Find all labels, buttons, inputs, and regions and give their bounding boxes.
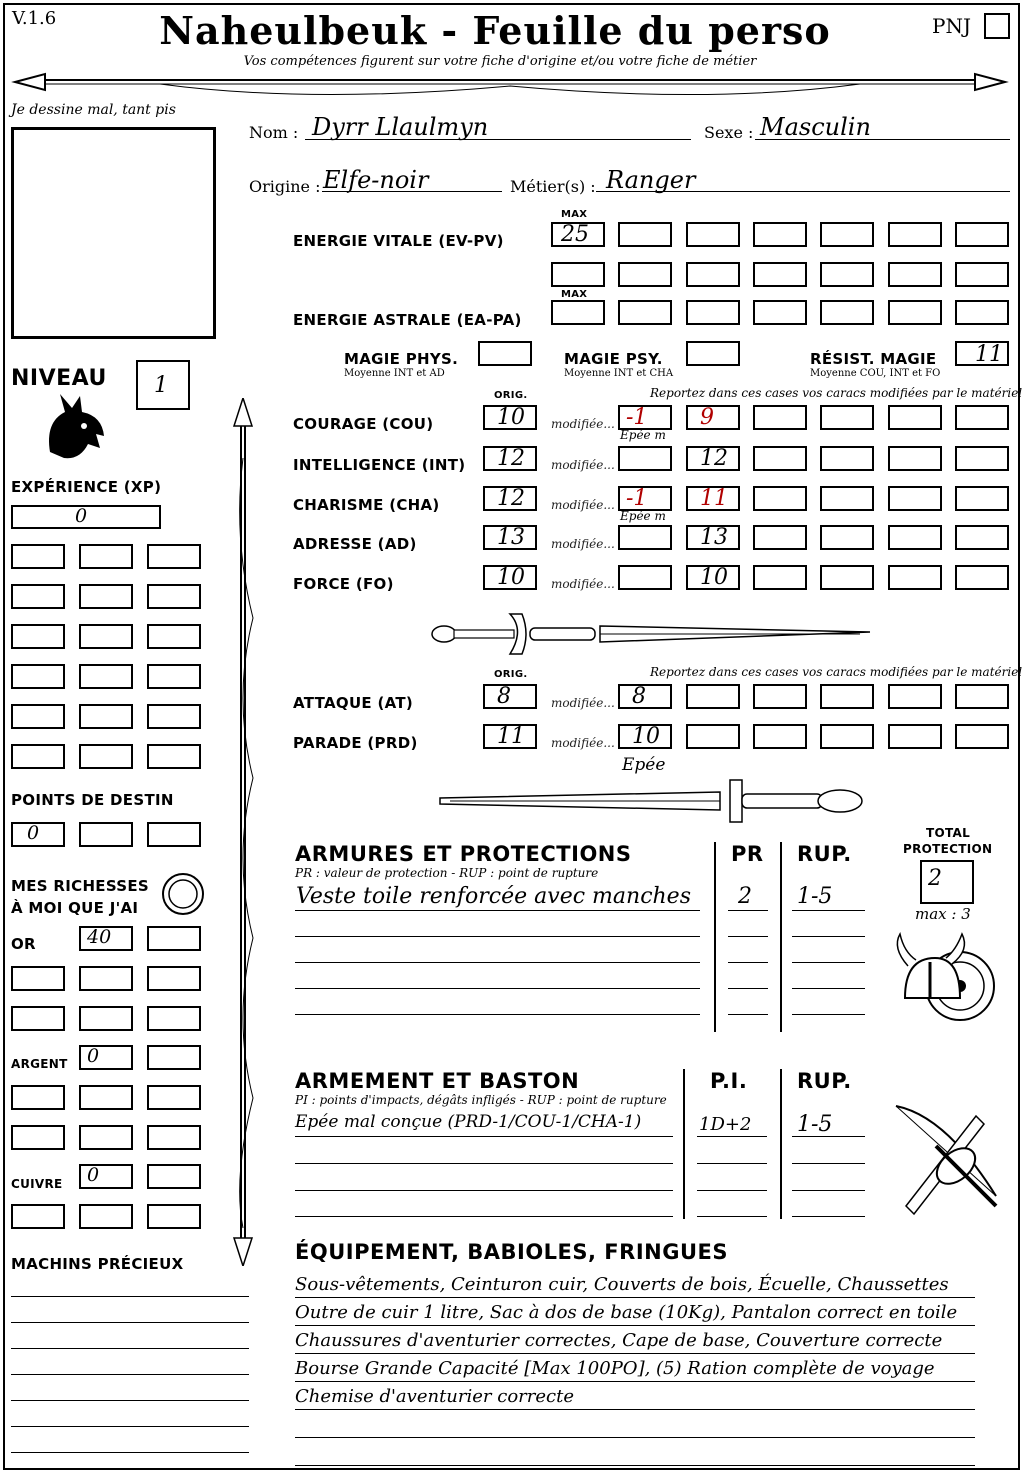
- xp-extra-box[interactable]: [147, 704, 201, 729]
- armor-pr[interactable]: 2: [738, 884, 752, 909]
- ea-box[interactable]: [551, 300, 605, 325]
- money-box[interactable]: [147, 966, 201, 991]
- stat-value-box[interactable]: 10: [686, 565, 740, 590]
- stats-report-note: Reportez dans ces cases vos caracs modifiées par le matériel: [650, 386, 1023, 400]
- weapon-pi-line[interactable]: [697, 1216, 767, 1217]
- ea-box[interactable]: [820, 300, 874, 325]
- stat-extra-box[interactable]: [955, 565, 1009, 590]
- ev-box[interactable]: [820, 222, 874, 247]
- stat-extra-box[interactable]: [888, 446, 942, 471]
- combat-value-box[interactable]: 8: [618, 684, 672, 709]
- stat-modif-box[interactable]: [618, 565, 672, 590]
- nom-field[interactable]: Dyrr Llaulmyn: [312, 113, 489, 141]
- destin-box[interactable]: [79, 822, 133, 847]
- ea-label: ENERGIE ASTRALE (EA-PA): [293, 311, 522, 329]
- money-box[interactable]: [11, 1006, 65, 1031]
- ev-box[interactable]: [551, 262, 605, 287]
- ea-box[interactable]: [888, 300, 942, 325]
- money-box[interactable]: [79, 1085, 133, 1110]
- stat-modif-label: modifiée...: [551, 577, 615, 591]
- richesses-label-2: À MOI QUE J'AI: [11, 899, 139, 917]
- ea-box[interactable]: [686, 300, 740, 325]
- ev-box[interactable]: [888, 262, 942, 287]
- resist-magie-note: Moyenne COU, INT et FO: [810, 368, 941, 379]
- origine-field[interactable]: Elfe-noir: [323, 166, 429, 194]
- total-protection-box[interactable]: 2: [920, 860, 974, 904]
- weapon-pi-line[interactable]: [697, 1163, 767, 1164]
- precieux-line[interactable]: [11, 1348, 249, 1349]
- stat-modif-note: Epée m: [620, 428, 666, 442]
- version-label: V.1.6: [12, 8, 57, 29]
- precieux-line[interactable]: [11, 1296, 249, 1297]
- stat-modif-label: modifiée...: [551, 537, 615, 551]
- weapons-rup-label: RUP.: [797, 1069, 852, 1093]
- stat-label: ADRESSE (AD): [293, 535, 417, 553]
- armor-pr-line[interactable]: [728, 1014, 768, 1015]
- equipment-line[interactable]: Sous-vêtements, Ceinturon cuir, Couverts de bois, Écuelle, Chaussettes: [295, 1272, 975, 1298]
- pnj-label: PNJ: [932, 14, 971, 38]
- origine-label: Origine :: [249, 177, 321, 196]
- or-label: OR: [11, 935, 36, 953]
- stat-extra-box[interactable]: [888, 486, 942, 511]
- xp-extra-box[interactable]: [79, 544, 133, 569]
- sword-icon: [430, 612, 880, 656]
- combat-label: ATTAQUE (AT): [293, 694, 414, 712]
- crossed-weapons-icon: [886, 1096, 1006, 1216]
- stat-extra-box[interactable]: [888, 405, 942, 430]
- destin-box[interactable]: [147, 822, 201, 847]
- sword-icon: [430, 778, 880, 824]
- precieux-line[interactable]: [11, 1426, 249, 1427]
- armor-rup-line[interactable]: [792, 1014, 865, 1015]
- xp-label: EXPÉRIENCE (XP): [11, 478, 162, 496]
- ev-box[interactable]: [888, 222, 942, 247]
- stat-value-box[interactable]: 13: [686, 525, 740, 550]
- richesses-label-1: MES RICHESSES: [11, 877, 150, 895]
- magie-psy-label: MAGIE PSY.: [564, 350, 663, 368]
- total-protection-label-1: TOTAL: [926, 826, 971, 840]
- spear-divider-icon: [10, 64, 1010, 104]
- precieux-line[interactable]: [11, 1374, 249, 1375]
- weapons-pi-label: P.I.: [710, 1069, 748, 1093]
- armor-note: PR : valeur de protection - RUP : point de rupture: [295, 866, 599, 880]
- ev-box[interactable]: [820, 262, 874, 287]
- equipment-line[interactable]: [295, 1440, 975, 1466]
- weapon-line[interactable]: [295, 1163, 673, 1164]
- sheet-title: Naheulbeuk - Feuille du perso: [159, 8, 831, 53]
- magie-psy-box[interactable]: [686, 341, 740, 366]
- money-box[interactable]: [11, 1085, 65, 1110]
- xp-extra-box[interactable]: [147, 584, 201, 609]
- ev-box[interactable]: [955, 262, 1009, 287]
- ea-box[interactable]: [618, 300, 672, 325]
- weapons-note: PI : points d'impacts, dégâts infligés - RUP : point de rupture: [295, 1093, 667, 1107]
- equipment-title: ÉQUIPEMENT, BABIOLES, FRINGUES: [295, 1240, 728, 1264]
- money-box[interactable]: [147, 1085, 201, 1110]
- resist-magie-box[interactable]: 11: [955, 341, 1009, 366]
- stat-extra-box[interactable]: [820, 565, 874, 590]
- magie-phys-box[interactable]: [478, 341, 532, 366]
- stat-orig-box[interactable]: 10: [483, 405, 537, 430]
- stat-extra-box[interactable]: [955, 405, 1009, 430]
- stat-extra-box[interactable]: [820, 486, 874, 511]
- stat-extra-box[interactable]: [820, 446, 874, 471]
- equipment-line[interactable]: Bourse Grande Capacité [Max 100PO], (5) Ration complète de voyage: [295, 1356, 975, 1382]
- armor-pr-line[interactable]: [728, 962, 768, 963]
- combat-extra-box[interactable]: [686, 684, 740, 709]
- weapon-line[interactable]: [295, 1216, 673, 1217]
- combat-orig-label: ORIG.: [494, 669, 528, 680]
- ev-box[interactable]: [955, 222, 1009, 247]
- stat-value-box[interactable]: 9: [686, 405, 740, 430]
- armor-item[interactable]: Veste toile renforcée avec manches: [296, 884, 691, 909]
- stat-label: INTELLIGENCE (INT): [293, 456, 466, 474]
- xp-extra-box[interactable]: [79, 744, 133, 769]
- armor-rup-line[interactable]: [792, 910, 865, 911]
- stat-orig-box[interactable]: 12: [483, 486, 537, 511]
- equipment-line[interactable]: Chemise d'aventurier correcte: [295, 1384, 975, 1410]
- weapon-line[interactable]: [295, 1190, 673, 1191]
- combat-modif-label: modifiée...: [551, 696, 615, 710]
- armor-line[interactable]: [295, 910, 700, 911]
- dragon-icon: [40, 392, 110, 464]
- precieux-label: MACHINS PRÉCIEUX: [11, 1255, 184, 1273]
- xp-extra-box[interactable]: [11, 704, 65, 729]
- portrait-box[interactable]: [11, 127, 216, 339]
- combat-extra-box[interactable]: [686, 724, 740, 749]
- subtitle: Vos compétences figurent sur votre fiche d'origine et/ou votre fiche de métier: [243, 54, 757, 69]
- stat-extra-box[interactable]: [888, 525, 942, 550]
- argent-box[interactable]: [147, 1045, 201, 1070]
- pnj-checkbox[interactable]: [984, 13, 1010, 39]
- stat-value-box[interactable]: 11: [686, 486, 740, 511]
- precieux-line[interactable]: [11, 1452, 249, 1453]
- destin-label: POINTS DE DESTIN: [11, 791, 174, 809]
- combat-modif-label: modifiée...: [551, 736, 615, 750]
- combat-extra-box[interactable]: [955, 724, 1009, 749]
- combat-extra-box[interactable]: [820, 724, 874, 749]
- stat-label: CHARISME (CHA): [293, 496, 440, 514]
- combat-extra-box[interactable]: [888, 724, 942, 749]
- combat-extra-box[interactable]: [753, 684, 807, 709]
- stat-modif-label: modifiée...: [551, 498, 615, 512]
- combat-value-box[interactable]: 10: [618, 724, 672, 749]
- combat-orig-box[interactable]: 8: [483, 684, 537, 709]
- money-box[interactable]: [11, 1204, 65, 1229]
- xp-extra-box[interactable]: [79, 704, 133, 729]
- argent-box[interactable]: 0: [79, 1045, 133, 1070]
- weapon-line[interactable]: [295, 1136, 673, 1137]
- xp-box[interactable]: 0: [11, 505, 161, 529]
- xp-extra-box[interactable]: [147, 744, 201, 769]
- armor-line[interactable]: [295, 962, 700, 963]
- stat-extra-box[interactable]: [753, 446, 807, 471]
- magie-phys-label: MAGIE PHYS.: [344, 350, 459, 368]
- cuivre-label: CUIVRE: [11, 1177, 63, 1191]
- xp-extra-box[interactable]: [79, 624, 133, 649]
- stat-extra-box[interactable]: [955, 446, 1009, 471]
- armor-pr-line[interactable]: [728, 988, 768, 989]
- helmet-shield-icon: [890, 928, 1000, 1038]
- stat-modif-label: modifiée...: [551, 417, 615, 431]
- armor-line[interactable]: [295, 988, 700, 989]
- stat-label: COURAGE (COU): [293, 415, 434, 433]
- armor-line[interactable]: [295, 936, 700, 937]
- weapon-rup[interactable]: 1-5: [797, 1112, 833, 1137]
- equipment-line[interactable]: Outre de cuir 1 litre, Sac à dos de base (10Kg), Pantalon correct en toile: [295, 1300, 975, 1326]
- stat-extra-box[interactable]: [820, 525, 874, 550]
- xp-extra-box[interactable]: [147, 544, 201, 569]
- weapon-rup-line[interactable]: [792, 1190, 865, 1191]
- combat-orig-box[interactable]: 11: [483, 724, 537, 749]
- stat-extra-box[interactable]: [820, 405, 874, 430]
- equipment-line[interactable]: Chaussures d'aventurier correctes, Cape de base, Couverture correcte: [295, 1328, 975, 1354]
- combat-extra-box[interactable]: [753, 724, 807, 749]
- combat-extra-box[interactable]: [955, 684, 1009, 709]
- armor-rup-line[interactable]: [792, 936, 865, 937]
- total-protection-max: max : 3: [915, 905, 971, 923]
- ev-box[interactable]: [618, 262, 672, 287]
- stat-extra-box[interactable]: [955, 486, 1009, 511]
- xp-extra-box[interactable]: [147, 624, 201, 649]
- armor-rup-line[interactable]: [792, 988, 865, 989]
- cuivre-box[interactable]: 0: [79, 1164, 133, 1189]
- precieux-line[interactable]: [11, 1400, 249, 1401]
- ev-box[interactable]: [686, 222, 740, 247]
- money-box[interactable]: [11, 966, 65, 991]
- money-box[interactable]: [147, 1125, 201, 1150]
- spear-icon: [228, 398, 258, 1266]
- stat-extra-box[interactable]: [753, 525, 807, 550]
- money-box[interactable]: [147, 1204, 201, 1229]
- total-protection-label-2: PROTECTION: [903, 842, 993, 856]
- argent-label: ARGENT: [11, 1057, 68, 1071]
- xp-extra-box[interactable]: [11, 544, 65, 569]
- stat-label: FORCE (FO): [293, 575, 394, 593]
- stat-orig-box[interactable]: 13: [483, 525, 537, 550]
- ev-box[interactable]: [753, 262, 807, 287]
- ea-box[interactable]: [955, 300, 1009, 325]
- or-box[interactable]: [147, 926, 201, 951]
- xp-extra-box[interactable]: [11, 744, 65, 769]
- equipment-line[interactable]: [295, 1412, 975, 1438]
- stat-extra-box[interactable]: [955, 525, 1009, 550]
- niveau-label: NIVEAU: [11, 366, 107, 391]
- ea-box[interactable]: [753, 300, 807, 325]
- precieux-line[interactable]: [11, 1322, 249, 1323]
- armor-pr-line[interactable]: [728, 910, 768, 911]
- money-box[interactable]: [79, 966, 133, 991]
- armor-pr-label: PR: [731, 842, 764, 866]
- stat-extra-box[interactable]: [753, 486, 807, 511]
- resist-magie-label: RÉSIST. MAGIE: [810, 350, 937, 368]
- weapons-title: ARMEMENT ET BASTON: [295, 1069, 580, 1093]
- armor-rup-label: RUP.: [797, 842, 852, 866]
- xp-extra-box[interactable]: [11, 624, 65, 649]
- magie-phys-note: Moyenne INT et AD: [344, 368, 445, 379]
- ev-box[interactable]: [618, 222, 672, 247]
- weapon-pi-line[interactable]: [697, 1136, 767, 1137]
- or-box[interactable]: 40: [79, 926, 133, 951]
- stats-orig-label: ORIG.: [494, 390, 528, 401]
- money-box[interactable]: [79, 1125, 133, 1150]
- xp-extra-box[interactable]: [147, 664, 201, 689]
- combat-extra-box[interactable]: [888, 684, 942, 709]
- combat-label: PARADE (PRD): [293, 734, 418, 752]
- nom-label: Nom :: [249, 123, 299, 142]
- armor-title: ARMURES ET PROTECTIONS: [295, 842, 632, 866]
- sexe-label: Sexe :: [704, 123, 754, 142]
- weapon-rup-line[interactable]: [792, 1163, 865, 1164]
- stat-modif-label: modifiée...: [551, 458, 615, 472]
- destin-box[interactable]: 0: [11, 822, 65, 847]
- armor-rup-line[interactable]: [792, 962, 865, 963]
- ev-box[interactable]: [753, 222, 807, 247]
- xp-extra-box[interactable]: [79, 664, 133, 689]
- weapon-rup-line[interactable]: [792, 1136, 865, 1137]
- armor-pr-line[interactable]: [728, 936, 768, 937]
- ev-max-label: MAX: [561, 209, 588, 220]
- combat-report-note: Reportez dans ces cases vos caracs modifiées par le matériel: [650, 665, 1023, 679]
- money-box[interactable]: [147, 1006, 201, 1031]
- stat-value-box[interactable]: 12: [686, 446, 740, 471]
- money-box[interactable]: [11, 1125, 65, 1150]
- sexe-field[interactable]: Masculin: [760, 113, 871, 141]
- niveau-box[interactable]: 1: [136, 360, 190, 410]
- money-box[interactable]: [79, 1204, 133, 1229]
- prd-note: Epée: [622, 755, 666, 775]
- stat-extra-box[interactable]: [753, 565, 807, 590]
- weapon-item[interactable]: Epée mal conçue (PRD-1/COU-1/CHA-1): [295, 1112, 642, 1132]
- weapon-pi-line[interactable]: [697, 1190, 767, 1191]
- xp-extra-box[interactable]: [11, 584, 65, 609]
- coin-icon: [160, 871, 206, 917]
- armor-line[interactable]: [295, 1014, 700, 1015]
- metier-label: Métier(s) :: [510, 177, 596, 196]
- stat-modif-box[interactable]: [618, 446, 672, 471]
- stat-modif-box[interactable]: [618, 525, 672, 550]
- stat-modif-note: Epée m: [620, 509, 666, 523]
- portrait-caption: Je dessine mal, tant pis: [11, 102, 176, 118]
- ev-box[interactable]: [686, 262, 740, 287]
- metier-field[interactable]: Ranger: [606, 166, 696, 194]
- combat-extra-box[interactable]: [820, 684, 874, 709]
- cuivre-box[interactable]: [147, 1164, 201, 1189]
- stat-orig-box[interactable]: 12: [483, 446, 537, 471]
- stat-extra-box[interactable]: [753, 405, 807, 430]
- ev-box[interactable]: 25: [551, 222, 605, 247]
- money-box[interactable]: [79, 1006, 133, 1031]
- ev-label: ENERGIE VITALE (EV-PV): [293, 232, 504, 250]
- stat-modif-box[interactable]: -1: [618, 486, 672, 511]
- weapon-pi[interactable]: 1D+2: [699, 1114, 752, 1135]
- ea-max-label: MAX: [561, 289, 588, 300]
- stat-modif-box[interactable]: -1: [618, 405, 672, 430]
- stat-extra-box[interactable]: [888, 565, 942, 590]
- magie-psy-note: Moyenne INT et CHA: [564, 368, 674, 379]
- stat-orig-box[interactable]: 10: [483, 565, 537, 590]
- armor-rup[interactable]: 1-5: [797, 884, 833, 909]
- xp-extra-box[interactable]: [79, 584, 133, 609]
- xp-extra-box[interactable]: [11, 664, 65, 689]
- weapon-rup-line[interactable]: [792, 1216, 865, 1217]
